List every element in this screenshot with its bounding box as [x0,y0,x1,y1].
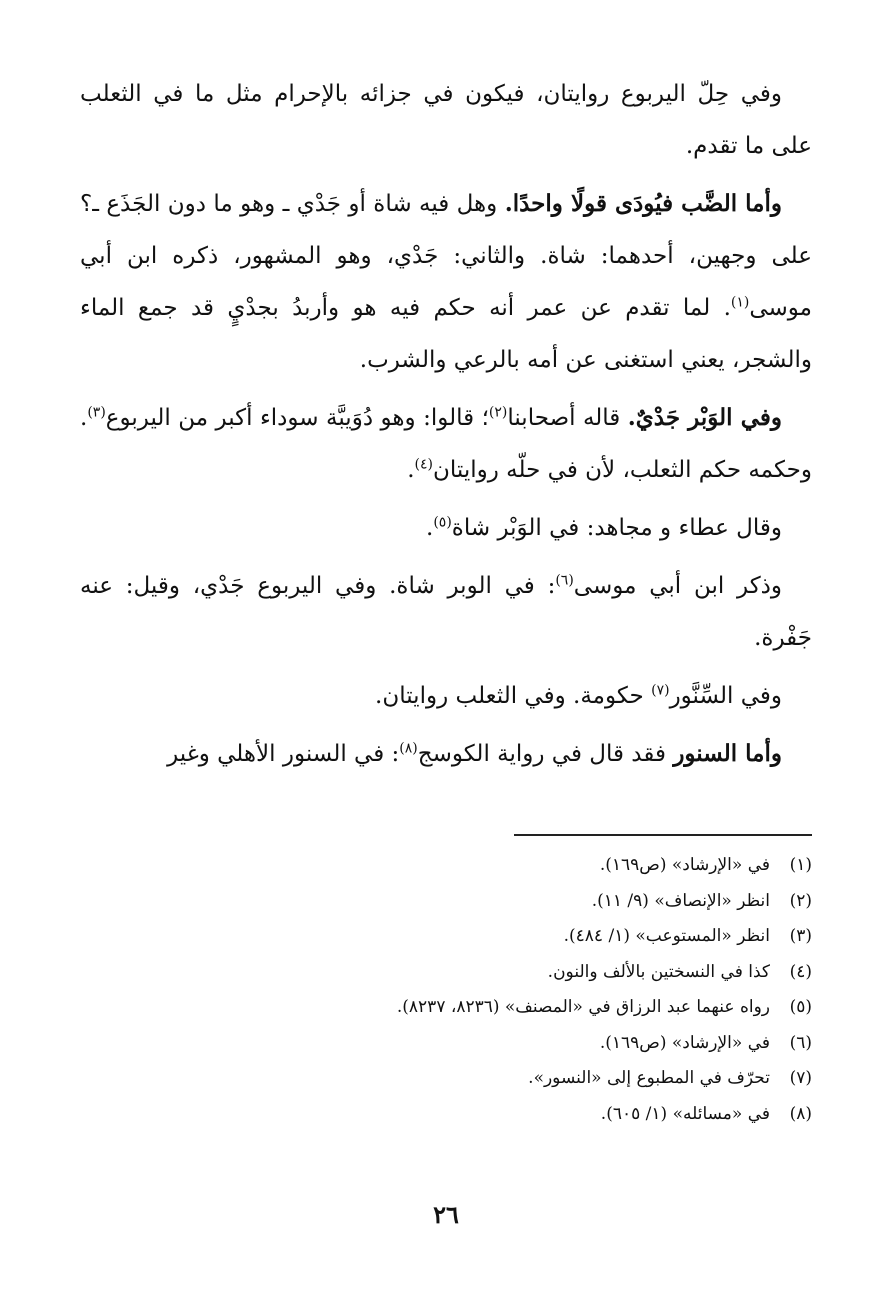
footnote-item [80,884,812,920]
footnote-ref[interactable]: (٨) [399,740,418,757]
footnote-ref[interactable]: (٦) [555,572,574,589]
footnote-ref[interactable]: (٢) [488,404,508,421]
paragraph-lead: وفي الوَبْر جَدْيٌ. [627,404,782,431]
footnote-number: (١) [789,855,812,875]
footnote-text: رواه عنهما عبد الرزاق في «المصنف» (٨٢٣٦، ٨٢٣٧). [396,997,770,1017]
paragraph-text: حكومة. وفي الثعلب روايتان. [375,683,652,709]
paragraph-text: فقد قال في رواية الكوسج [417,741,674,767]
footnote-number: (٦) [789,1032,812,1053]
paragraph-text: . لما تقدم عن عمر أنه حكم فيه هو وأربدُ بجدْيٍ قد جمع الماء والشجر، يعني استغنى عن أمه بالرعي والشرب. [80,295,812,373]
paragraph-text: وفي السِّنَّور [669,683,782,709]
footnote-number: (٥) [789,997,812,1017]
footnote-number: (٨) [789,1103,812,1124]
footnote-number: (٤) [789,961,812,982]
footnote-text: في «مسائله» (١/ ٦٠٥). [600,1103,770,1124]
footnote-item [80,1097,812,1133]
footnote-item [80,848,812,884]
footnote-item [80,955,812,991]
footnote-text: كذا في النسختين بالألف والنون. [547,961,770,982]
footnote-item [80,1026,812,1062]
footnote-item [80,990,812,1026]
paragraph [80,178,812,386]
paragraph-text: : في السنور الأهلي وغير [167,741,400,767]
paragraph-text: وفي حِلّ اليربوع روايتان، فيكون في جزائه بالإحرام مثل ما في الثعلب على ما تقدم. [80,81,812,159]
paragraph-text: وقال عطاء و مجاهد: في الوَبْر شاة [451,515,782,541]
paragraph-text: . [407,457,415,483]
paragraph [80,392,812,496]
footnote-text: في «الإرشاد» (ص١٦٩). [599,855,770,875]
footnote-ref[interactable]: (١) [730,294,750,311]
footnote-text: انظر «الإنصاف» (٩/ ١١). [591,890,770,911]
footnote-ref[interactable]: (٥) [433,514,452,531]
footnote-ref[interactable]: (٤) [414,456,434,473]
footnote-ref[interactable]: (٧) [651,682,670,699]
footnote-separator [514,834,812,836]
paragraph [80,502,812,554]
page-number: ٢٦ [433,1200,459,1229]
paragraph-text: . [426,515,434,541]
footnote-text: في «الإرشاد» (ص١٦٩). [599,1032,770,1053]
paragraph-text: ؛ قالوا: وهو دُوَيبَّة سوداء أكبر من اليربوع [105,405,489,431]
footnote-number: (٢) [789,890,812,911]
paragraph-text: : في الوبر شاة. وفي اليربوع جَدْي، وقيل: عنه جَفْرة. [80,573,812,651]
footnote-item [80,919,812,955]
paragraph-lead: وأما السنور [673,740,782,767]
footnote-text: انظر «المستوعب» (١/ ٤٨٤). [563,926,770,946]
paragraph-text: وهل فيه شاة أو جَدْي ـ وهو ما دون الجَذَع ـ؟ على وجهين، أحدهما: شاة. والثاني: جَدْي، وهو المشهور، ذكره ابن أبي موسى [80,191,812,321]
footnote-text: تحرّف في المطبوع إلى «النسور». [528,1068,770,1088]
main-text [80,68,812,780]
footnote-number: (٣) [789,926,812,946]
paragraph [80,68,812,172]
paragraph-text: وذكر ابن أبي موسى [573,573,783,599]
footnotes-list [80,848,812,1132]
footnote-number: (٧) [789,1068,812,1088]
paragraph-text: . وحكمه حكم الثعلب، لأن في حلّه روايتان [80,405,812,483]
footnote-ref[interactable]: (٣) [87,404,106,421]
footnote-item [80,1061,812,1097]
paragraph [80,670,812,722]
paragraph-lead: وأما الضَّب فيُودَى قولًا واحدًا. [504,190,783,217]
paragraph [80,560,812,664]
paragraph-text: قاله أصحابنا [507,405,628,431]
paragraph [80,728,812,780]
